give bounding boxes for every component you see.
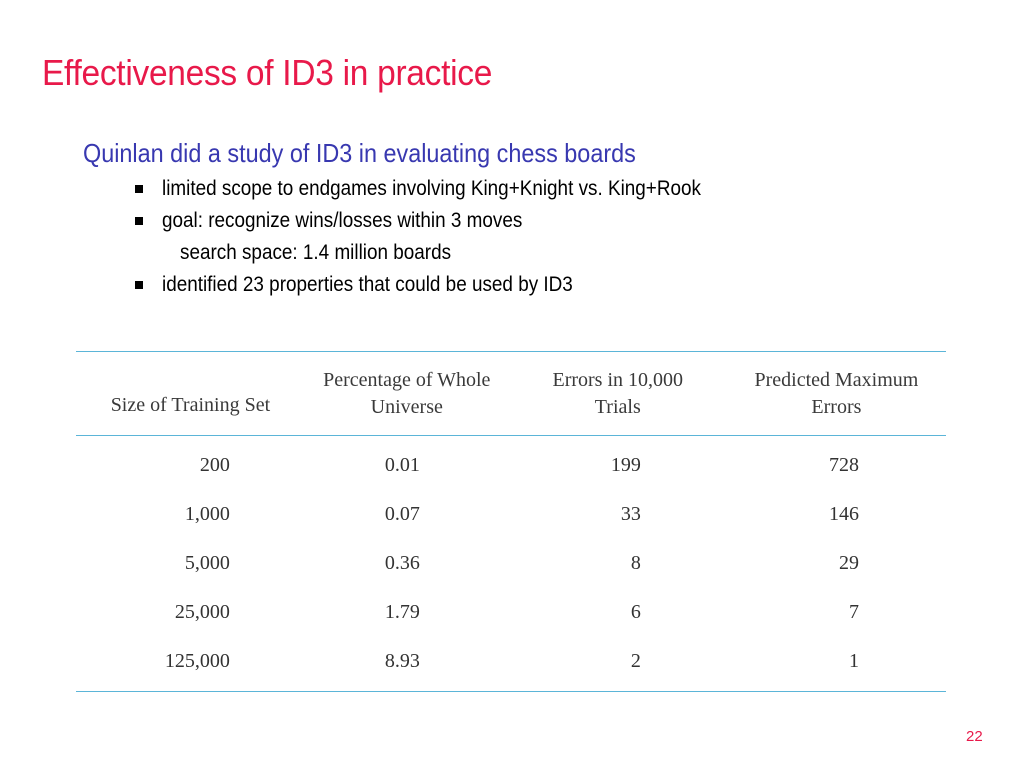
table-row: [76, 539, 946, 588]
cell-training-size: 5,000: [184, 552, 230, 574]
header-line: Percentage of Whole: [323, 368, 491, 391]
header-size-of-training-set: [76, 352, 305, 436]
bullet-text: search space: 1.4 million boards: [180, 241, 452, 264]
header-line: Errors: [811, 395, 862, 418]
cell-percentage: 1.79: [384, 601, 420, 623]
cell-errors: 2: [630, 650, 641, 672]
bullet-text: goal: recognize wins/losses within 3 moves: [162, 209, 523, 232]
cell-percentage: 8.93: [384, 650, 420, 672]
cell-errors: 199: [610, 454, 641, 476]
table-row: [76, 637, 946, 692]
bullet-square-icon: [135, 281, 143, 289]
cell-errors: 8: [630, 552, 641, 574]
cell-percentage: 0.36: [384, 552, 420, 574]
cell-percentage: 0.07: [384, 503, 420, 525]
subheading: Quinlan did a study of ID3 in evaluating chess boards: [83, 138, 636, 168]
cell-training-size: 1,000: [184, 503, 230, 525]
bullet-square-icon: [135, 185, 143, 193]
bullet-list: [135, 177, 761, 305]
bullet-item: [135, 177, 761, 209]
cell-percentage: 0.01: [384, 454, 420, 476]
slide-title: Effectiveness of ID3 in practice: [42, 52, 493, 93]
header-predicted-maximum-errors: [727, 352, 946, 436]
table-header-row: [76, 352, 946, 436]
table-row: [76, 490, 946, 539]
page-number: 22: [966, 728, 983, 745]
cell-predicted-max: 146: [829, 503, 859, 525]
bullet-item: [135, 209, 761, 241]
bullet-item: [135, 273, 761, 305]
cell-errors: 6: [630, 601, 641, 623]
cell-errors: 33: [620, 503, 641, 525]
header-line: Universe: [370, 395, 443, 418]
cell-training-size: 200: [199, 454, 230, 476]
cell-predicted-max: 29: [839, 552, 859, 574]
header-line: Size of Training Set: [110, 394, 271, 416]
table-row: [76, 436, 946, 491]
header-line: Errors in 10,000: [552, 368, 684, 391]
bullet-continuation: [135, 241, 761, 273]
cell-predicted-max: 7: [849, 601, 859, 623]
bullet-text: limited scope to endgames involving King+Knight vs. King+Rook: [162, 177, 701, 200]
cell-predicted-max: 1: [849, 650, 859, 672]
cell-predicted-max: 728: [829, 454, 859, 476]
bullet-square-icon: [135, 217, 143, 225]
header-errors-in-trials: [509, 352, 727, 436]
header-line: Trials: [594, 395, 641, 418]
header-line: Predicted Maximum: [754, 368, 919, 391]
table-row: [76, 588, 946, 637]
header-percentage-of-universe: [305, 352, 509, 436]
cell-training-size: 25,000: [174, 601, 230, 623]
cell-training-size: 125,000: [164, 650, 230, 672]
bullet-text: identified 23 properties that could be used by ID3: [162, 273, 573, 296]
results-table: [76, 351, 946, 692]
